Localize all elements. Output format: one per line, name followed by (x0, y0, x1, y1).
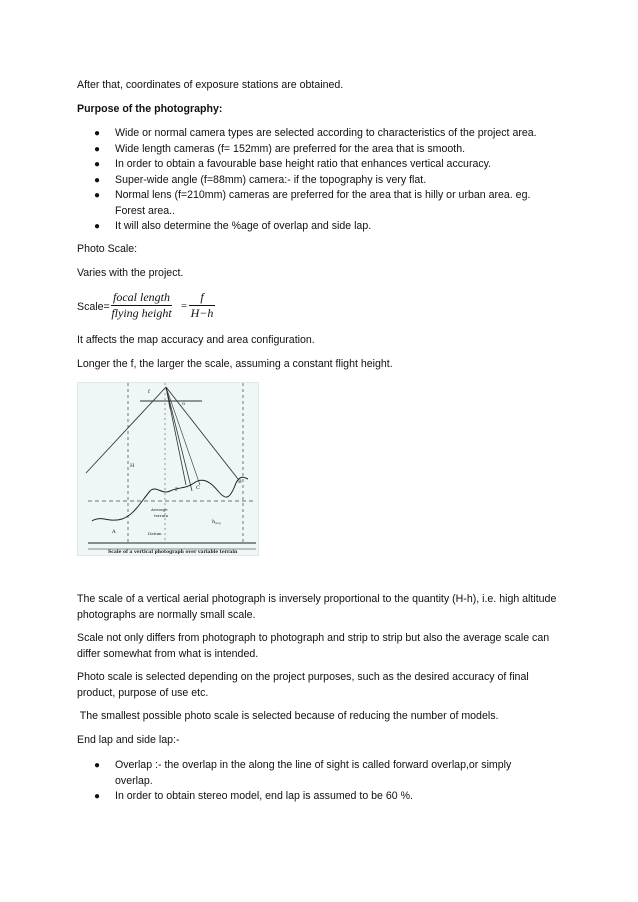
paragraph-inverse: The scale of a vertical aerial photograph is inversely proportional to the quantity (H-h), i.e. high altitude photographs are normally small scale. (77, 593, 557, 621)
point-b-label: B (238, 479, 242, 485)
paragraph-smallest-scale: The smallest possible photo scale is selected because of reducing the number of models. (77, 710, 499, 722)
point-a-label: A (112, 529, 116, 535)
average-label: Average (151, 507, 168, 512)
paragraph-scale-differs: Scale not only differs from photograph to photograph and strip to strip but also the average scale can differ somewhat from what is intended. (77, 632, 550, 660)
fraction-f-over-h: $\frac{f}{H-h}$ (190, 290, 214, 320)
bullet-icon: ● (94, 791, 101, 802)
affects-text: It affects the map accuracy and area configuration. (77, 334, 315, 346)
equals-sign: = (181, 301, 187, 312)
fraction-focal-over-flying: focal length flying height (111, 290, 172, 320)
datum-label: Datum (148, 531, 162, 536)
bullet-icon: ● (94, 143, 101, 155)
list-item: ● In order to obtain a favourable base height ratio that enhances vertical accuracy. (77, 157, 567, 173)
endlap-heading: End lap and side lap:- (77, 734, 180, 746)
list-item: ● Wide length cameras (f= 152mm) are preferred for the area that is smooth. (77, 142, 567, 158)
scale-formula (77, 288, 377, 328)
point-o-label: o (182, 401, 186, 407)
bullet-icon: ● (94, 190, 101, 201)
purpose-list (77, 126, 567, 235)
figure-caption: Scale of a vertical photograph over variable terrain (108, 550, 238, 555)
terrain-diagram (78, 383, 258, 555)
point-p-label: P (175, 487, 179, 493)
terrain-label: terrain (154, 513, 169, 518)
purpose-heading: Purpose of the photography: (77, 103, 223, 115)
h-avg-label: $h_{avg}$ (212, 519, 221, 525)
paragraph-scale-selection: Photo scale is selected depending on the project purposes, such as the desired accuracy of final product, purpose of use etc. (77, 671, 529, 699)
list-item: ● Overlap :- the overlap in the along the line of sight is called forward overlap,or simply overlap. (94, 759, 512, 787)
terrain-scale-figure (77, 382, 259, 556)
photo-scale-heading: Photo Scale: (77, 243, 138, 255)
point-f-label: f (148, 389, 150, 395)
list-item: ● In order to obtain stereo model, end lap is assumed to be 60 %. (77, 789, 567, 805)
bullet-icon: ● (94, 159, 101, 170)
formula-label: Scale= (77, 301, 110, 313)
point-h-label: H (130, 463, 135, 469)
list-item: ● It will also determine the %age of overlap and side lap. (77, 219, 567, 235)
bullet-icon: ● (94, 221, 101, 232)
list-item: ● Wide or normal camera types are selected according to characteristics of the project area. (77, 126, 567, 142)
list-item: ● Normal lens (f=210mm) cameras are preferred for the area that is hilly or urban area. eg. Forest area.. (94, 189, 531, 217)
longer-text: Longer the f, the larger the scale, assuming a constant flight height. (77, 358, 393, 370)
point-c-label: C (196, 485, 200, 491)
bullet-icon: ● (94, 128, 101, 139)
list-item: ● Super-wide angle (f=88mm) camera:- if the topography is very flat. (77, 173, 567, 189)
endlap-list (77, 758, 567, 805)
bullet-icon: ● (94, 760, 101, 771)
varies-text: Varies with the project. (77, 267, 184, 279)
bullet-icon: ● (94, 174, 101, 186)
intro-text: After that, coordinates of exposure stations are obtained. (77, 79, 344, 91)
